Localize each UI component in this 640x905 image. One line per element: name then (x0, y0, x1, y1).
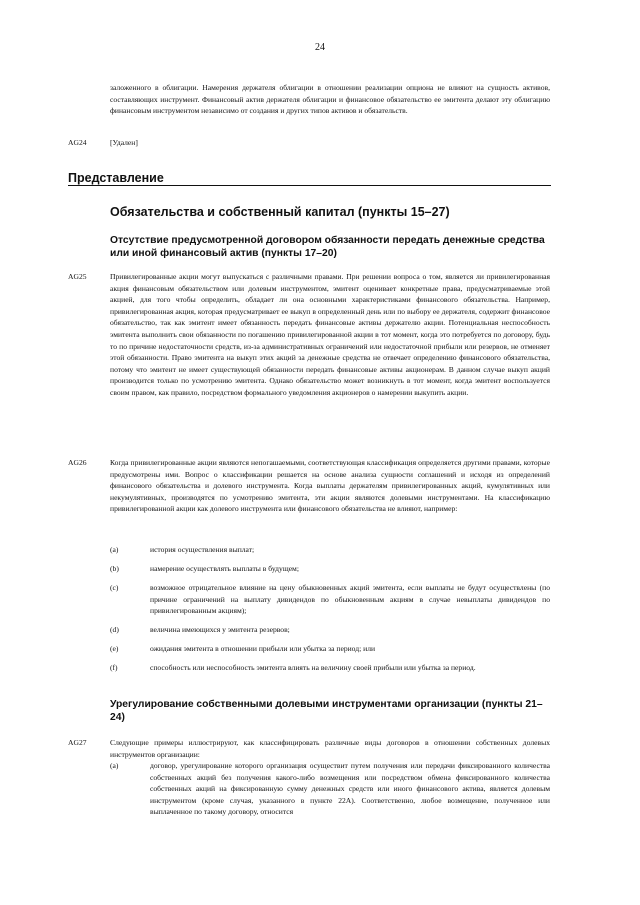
list-item-text: возможное отрицательное влияние на цену обыкновенных акций эмитента, если выплаты не будут осуществлены (по причине ограничений на выплату дивидендов по обыкновенным акциям в случае невыплаты дивидендов по привилегированным акциям); (150, 583, 550, 616)
list-item-text: величина имеющихся у эмитента резервов; (150, 625, 290, 634)
list-item-marker: (c) (110, 583, 119, 592)
ag26-label: AG26 (68, 458, 87, 467)
ag25-label: AG25 (68, 272, 87, 281)
page-number: 24 (315, 42, 325, 53)
list-item-text: договор, урегулирование которого организация осуществит путем получения или передачи фиксированного количества собственных акций без получения какого-либо возмещения или посредством обмена фиксированного количества собственных акций на фиксированную сумму денежных средств или иного финансового актива, является долевым инструментом (кроме случая, указанного в пункте 22А). Соответственно, любое возмещение, полученное или выплаченное по такому договору, относится (150, 761, 550, 817)
ag26-text: Когда привилегированные акции являются непогашаемыми, соответствующая классификация определяется другими правами, которые предусмотрены ими. Вопрос о классификации решается на основе анализа сущности соглашений и исходя из определений финансового обязательства и долевого инструмента. Когда выплаты держателям привилегированных акций, кумулятивных или некумулятивных, производятся по усмотрению эмитента, эти акции являются долевыми инструментами. На классификацию привилегированной акции как долевого инструмента или финансового обязательства не влияют, например: (110, 458, 550, 514)
ag27-text: Следующие примеры иллюстрируют, как классифицировать различные виды договоров в отношении собственных долевых инструментов организации: (110, 738, 550, 759)
ag25-text: Привилегированные акции могут выпускаться с различными правами. При решении вопроса о том, является ли привилегированная акция финансовым обязательством или долевым инструментом, эмитент оценивает конкретные права, предусматриваемые этой акцией, для того чтобы определить, обладает ли она основными характеристиками финансового обязательства. Например, привилегированная акция, которая предусматривает ее выкуп в определенный день или по выбору ее держателя, содержит финансовое обязательство, так как эмитент имеет обязанность передать финансовые активы держателю акции. Потенциальная неспособность эмитента выполнить свои обязанности по погашению привилегированной акции в тот момент, когда это потребуется по договору, будь то по причине недостаточности средств, из-за административных ограничений или недостаточной прибыли или резервов, не отменяет этой обязанности. Право эмитента на выкуп этих акций за денежные средства не отвечает определению финансового обязательства, потому что эмитент не имеет существующей обязанности передать финансовые активы акционерам. В данном случае выкуп акций производится только по усмотрению эмитента. Однако обязательство может возникнуть в тот момент, когда эмитент воспользуется своим правом, как правило, посредством формального уведомления акционеров о намерении выкупить акции. (110, 272, 550, 397)
list-item-text: способность или неспособность эмитента влиять на величину своей прибыли или убытка за период. (150, 663, 476, 672)
ag27-label: AG27 (68, 738, 87, 747)
intro-paragraph: заложенного в облигации. Намерения держателя облигации в отношении реализации опциона не влияют на сущность активов, составляющих инструмент. Финансовый актив держателя облигации и финансовое обязательство ее эмитента делают эту облигацию финансовым инструментом независимо от создания и других типов активов и обязательств. (110, 83, 550, 116)
list-item-marker: (f) (110, 663, 118, 672)
heading-no-obligation: Отсутствие предусмотренной договором обязанности передать денежные средства или иной финансовый актив (пункты 17–20) (110, 235, 545, 259)
list-item-text: намерение осуществлять выплаты в будущем; (150, 564, 299, 573)
ag24-text: [Удален] (110, 138, 138, 147)
list-item-marker: (d) (110, 625, 119, 634)
list-item-marker: (a) (110, 545, 119, 554)
section-header (68, 169, 551, 186)
heading-obligations-equity: Обязательства и собственный капитал (пункты 15–27) (110, 205, 450, 219)
list-item-text: ожидания эмитента в отношении прибыли или убытка за период; или (150, 644, 376, 653)
section-title: Представление (68, 171, 164, 185)
list-item-marker: (a) (110, 761, 119, 770)
list-item-marker: (e) (110, 644, 119, 653)
heading-own-equity-settlement: Урегулирование собственными долевыми инструментами организации (пункты 21–24) (110, 699, 543, 723)
ag24-label: AG24 (68, 138, 87, 147)
list-item-marker: (b) (110, 564, 119, 573)
list-item-text: история осуществления выплат; (150, 545, 255, 554)
